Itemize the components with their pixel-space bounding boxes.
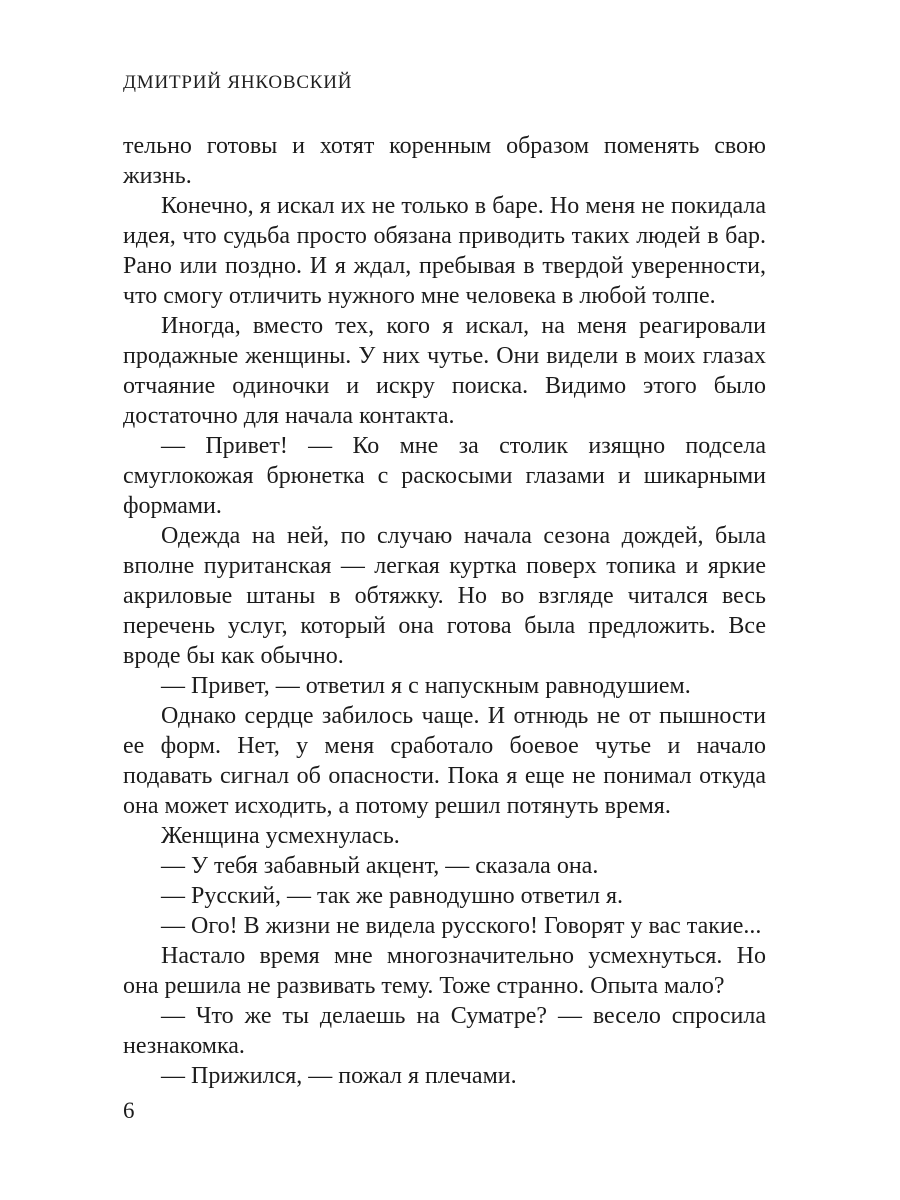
paragraph: Одежда на ней, по случаю начала сезона дождей, была вполне пуританская — легкая куртка поверх топика и яркие акриловые штаны в обтяжку. Но во взгляде читался весь перечень услуг, который она готова была предложить. Все вроде бы как обычно. [123, 523, 766, 669]
paragraph: Конечно, я искал их не только в баре. Но меня не покидала идея, что судьба просто обязана приводить таких людей в бар. Рано или поздно. И я ждал, пребывая в твердой уверенности, что смогу отличить нужного мне человека в любой толпе. [123, 193, 766, 309]
paragraph-dialogue: — Ого! В жизни не видела русского! Говорят у вас такие... [161, 913, 762, 939]
paragraph-dialogue: — Привет! — Ко мне за столик изящно подсела смуглокожая брюнетка с раскосыми глазами и шикарными формами. [123, 433, 766, 519]
paragraph: Однако сердце забилось чаще. И отнюдь не от пышности ее форм. Нет, у меня сработало боевое чутье и начало подавать сигнал об опасности. Пока я еще не понимал откуда она может исходить, а потому решил потянуть время. [123, 703, 766, 819]
running-header-author: ДМИТРИЙ ЯНКОВСКИЙ [123, 72, 353, 93]
paragraph-dialogue: — Что же ты делаешь на Суматре? — весело спросила незнакомка. [123, 1003, 766, 1059]
paragraph: Настало время мне многозначительно усмехнуться. Но она решила не развивать тему. Тоже странно. Опыта мало? [123, 943, 766, 999]
paragraph-dialogue: — Русский, — так же равнодушно ответил я. [161, 883, 624, 909]
paragraph-dialogue: — У тебя забавный акцент, — сказала она. [161, 853, 599, 879]
paragraph: Женщина усмехнулась. [161, 823, 400, 849]
paragraph: тельно готовы и хотят коренным образом поменять свою жизнь. [123, 133, 766, 189]
page-number: 6 [123, 1098, 135, 1123]
body-text [123, 131, 766, 1091]
paragraph-dialogue: — Прижился, — пожал я плечами. [161, 1063, 517, 1089]
paragraph-dialogue: — Привет, — ответил я с напускным равнодушием. [161, 673, 691, 699]
paragraph: Иногда, вместо тех, кого я искал, на меня реагировали продажные женщины. У них чутье. Они видели в моих глазах отчаяние одиночки и искру поиска. Видимо этого было достаточно для начала контакта. [123, 313, 766, 429]
